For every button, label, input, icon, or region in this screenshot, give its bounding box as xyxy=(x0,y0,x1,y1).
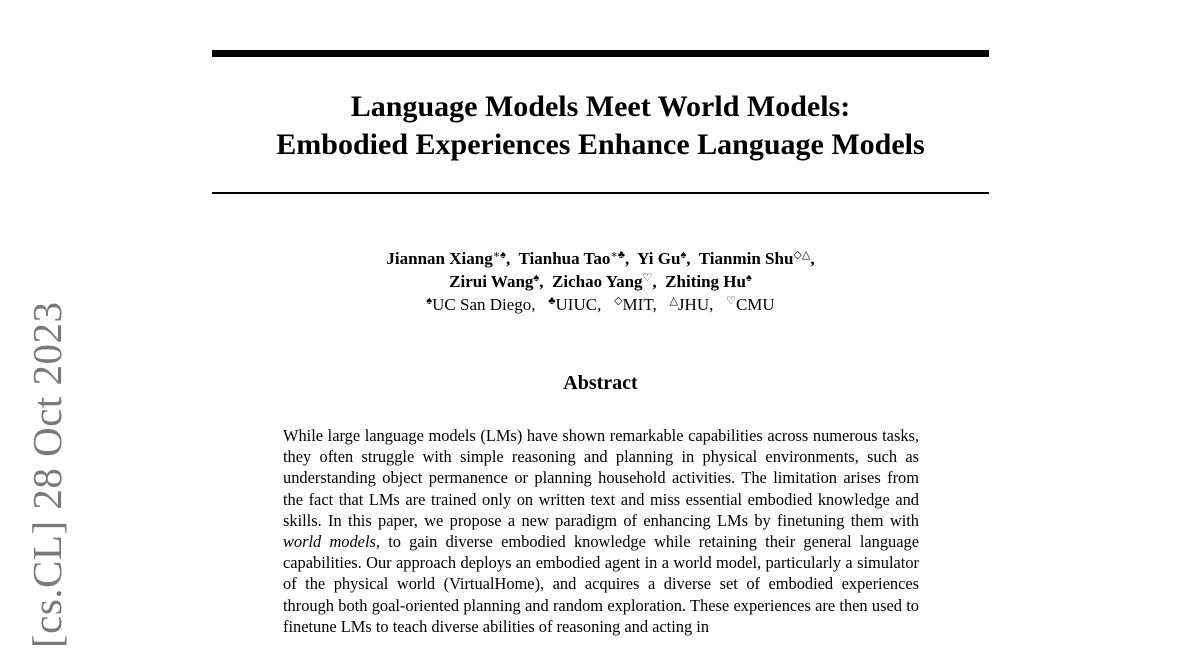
author-name: Jiannan Xiang xyxy=(386,249,493,268)
affiliation-name: JHU xyxy=(677,295,710,314)
author-block xyxy=(212,247,989,316)
affiliation-name: UC San Diego xyxy=(432,295,532,314)
top-rule xyxy=(212,50,989,57)
author-marks: ♡ xyxy=(642,272,653,284)
abstract-text-part-2: , to gain diverse embodied knowledge while retaining their general language capabilities. Our approach deploys an embodied agent in a world model, particularly a simulator of the physical world (VirtualHome), and acquires a diverse set of embodied experiences through both goal-oriented planning and random exploration. These experiences are then used to finetune LMs to teach diverse abilities of reasoning and acting in xyxy=(283,532,919,636)
paper-title xyxy=(212,88,989,164)
author-marks: ∗♠ xyxy=(492,249,507,261)
affiliation-mark: ♡ xyxy=(726,295,736,307)
author-name: Tianmin Shu xyxy=(698,249,794,268)
author-line-1: Jiannan Xiang∗♠, Tianhua Tao∗♣, Yi Gu♠, Tianmin Shu◇△, xyxy=(386,249,815,268)
title-line-2: Embodied Experiences Enhance Language Models xyxy=(276,128,925,161)
author-marks: ♠ xyxy=(745,272,752,284)
author-name: Zhiting Hu xyxy=(665,272,746,291)
author-marks: ♠ xyxy=(680,249,687,261)
affiliation-mark: ♣ xyxy=(548,295,556,307)
title-rule xyxy=(212,192,989,194)
affiliation-mark: ♠ xyxy=(426,295,433,307)
abstract-text-part-1: While large language models (LMs) have shown remarkable capabilities across numerous tasks, they often struggle with simple reasoning and planning in physical environments, such as understanding object permanence or planning household activities. The limitation arises from the fact that LMs are trained only on written text and miss essential embodied knowledge and skills. In this paper, we propose a new paradigm of enhancing LMs by finetuning them with xyxy=(283,426,919,530)
abstract-heading: Abstract xyxy=(563,372,638,394)
abstract-body xyxy=(283,425,919,637)
author-line-2: Zirui Wang♠, Zichao Yang♡, Zhiting Hu♠ xyxy=(449,272,752,291)
affiliation-line: ♠UC San Diego, ♣UIUC, ◇MIT, △JHU, ♡CMU xyxy=(426,295,775,314)
affiliation-mark: △ xyxy=(669,295,678,307)
author-name: Tianhua Tao xyxy=(518,249,611,268)
author-marks: ♠ xyxy=(533,272,540,284)
affiliation-name: MIT xyxy=(622,295,653,314)
arxiv-side-stamp: [cs.CL] 28 Oct 2023 xyxy=(24,301,70,648)
title-line-1: Language Models Meet World Models: xyxy=(350,90,851,123)
author-marks: ∗♣ xyxy=(610,249,626,261)
author-marks: ◇△ xyxy=(793,249,811,261)
author-name: Yi Gu xyxy=(637,249,681,268)
affiliation-name: CMU xyxy=(735,295,775,314)
affiliation-mark: ◇ xyxy=(614,295,623,307)
affiliation-name: UIUC xyxy=(555,295,598,314)
author-name: Zirui Wang xyxy=(449,272,534,291)
abstract-emphasis: world models xyxy=(283,532,376,552)
author-name: Zichao Yang xyxy=(552,272,643,291)
